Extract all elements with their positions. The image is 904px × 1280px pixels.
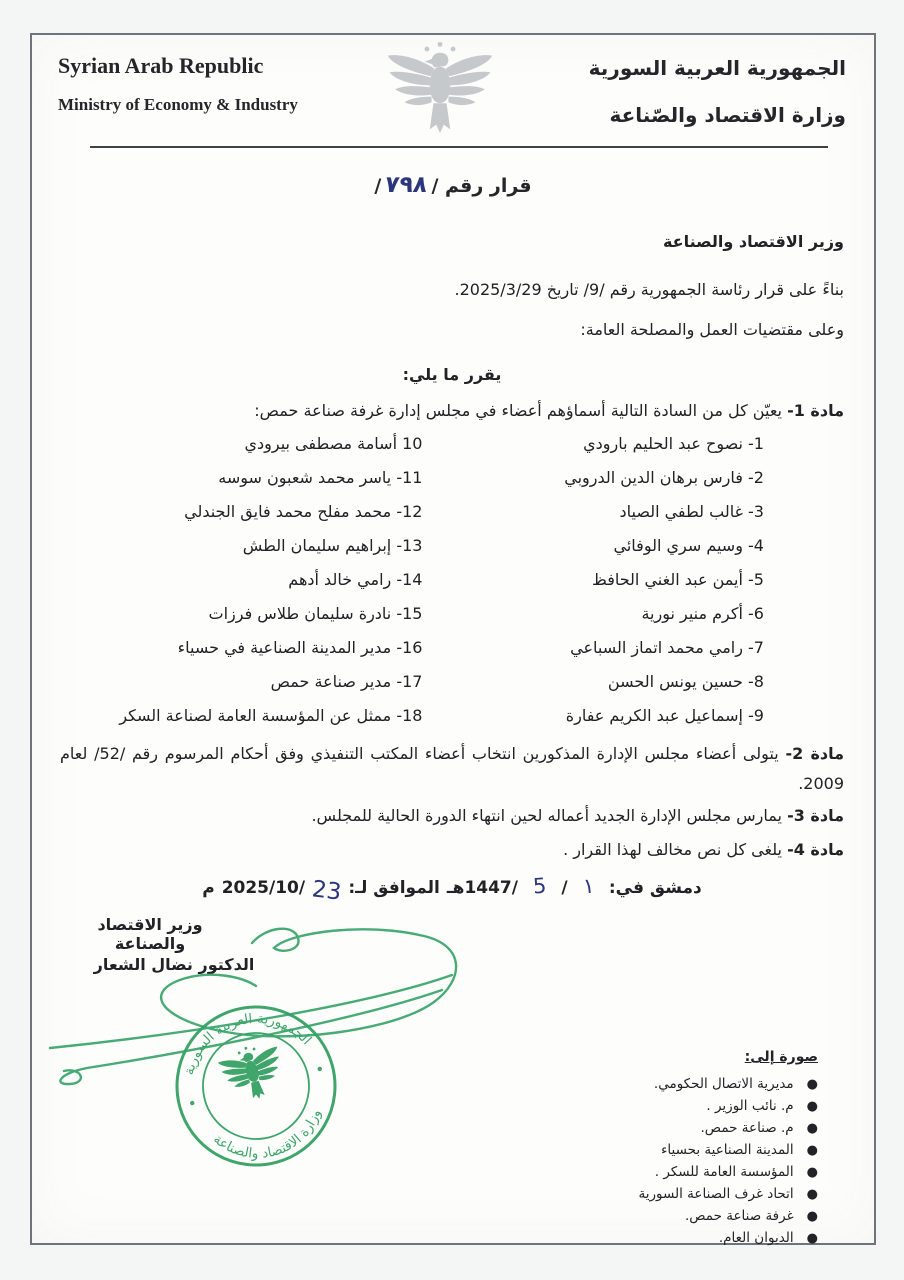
bullet-icon: ● (806, 1142, 818, 1158)
letterhead-english (58, 53, 298, 115)
board-members-list (60, 433, 844, 739)
gregorian-date-printed: 2025/10/ (221, 878, 306, 898)
letterhead-arabic (589, 45, 846, 139)
cc-item (588, 1139, 818, 1161)
hijri-year: /1447هـ (446, 878, 518, 898)
decision-number-handwritten: ٧٩٨ (383, 172, 430, 198)
decision-suffix: / (374, 175, 382, 197)
ministry-name-en: Ministry of Economy & Industry (58, 95, 298, 114)
bullet-icon: ● (806, 1164, 818, 1180)
article-4-label: مادة 4- (787, 840, 844, 859)
cc-item-text: اتحاد غرف الصناعة السورية (638, 1186, 794, 1202)
decision-label: قرار رقم / (431, 175, 532, 197)
article-3-label: مادة 3- (787, 806, 844, 825)
cc-title: صورة إلى: (744, 1049, 818, 1065)
cc-item-text: المدينة الصناعية بحسياء (661, 1142, 794, 1158)
decides-heading: يقرر ما يلي: (402, 365, 502, 384)
cc-item-text: الديوان العام. (718, 1230, 794, 1246)
cc-item (588, 1117, 818, 1139)
member-row: 8- حسين يونس الحسن (607, 672, 764, 691)
member-row: 15- نادرة سليمان طلاس فرزات (208, 604, 423, 623)
document-page (30, 33, 876, 1245)
stamp-eagle-icon (216, 1039, 289, 1107)
country-name-ar: الجمهورية العربية السورية (588, 56, 846, 80)
article-3-text: يمارس مجلس الإدارة الجديد أعماله لحين انتهاء الدورة الحالية للمجلس. (311, 806, 782, 825)
member-row: 9- إسماعيل عبد الكريم عفارة (565, 706, 764, 725)
member-row: 16- مدير المدينة الصناعية في حسياء (177, 638, 423, 657)
member-row: 3- غالب لطفي الصياد (619, 502, 764, 521)
article-4-text: يلغى كل نص مخالف لهذا القرار . (563, 840, 782, 859)
bullet-icon: ● (806, 1076, 818, 1092)
member-row: 10 أسامة مصطفى بيرودي (244, 434, 423, 453)
cc-item (588, 1183, 818, 1205)
article-4 (60, 837, 844, 863)
signatory-title: وزير الاقتصاد والصناعة (97, 915, 203, 953)
cc-item-text: م. صناعة حمص. (700, 1120, 794, 1136)
member-row: 17- مدير صناعة حمص (270, 672, 423, 691)
cc-items (588, 1073, 818, 1249)
gregorian-suffix: م (202, 878, 215, 898)
member-row: 7- رامي محمد اتماز السباعي (570, 638, 764, 657)
bullet-icon: ● (806, 1208, 818, 1224)
corresponds-label: الموافق لـ: (348, 878, 440, 898)
minister-heading: وزير الاقتصاد والصناعة (662, 232, 844, 251)
bullet-icon: ● (806, 1186, 818, 1202)
letterhead-divider (90, 146, 828, 148)
cc-item-text: المؤسسة العامة للسكر . (654, 1164, 794, 1180)
article-2 (60, 739, 844, 799)
legal-basis-2: وعلى مقتضيات العمل والمصلحة العامة: (580, 320, 844, 339)
member-row: 18- ممثل عن المؤسسة العامة لصناعة السكر (119, 706, 423, 725)
stamp-text-bottom: وزارة الاقتصاد والصناعة (210, 1107, 325, 1162)
member-row: 14- رامي خالد أدهم (288, 570, 423, 589)
member-row: 12- محمد مفلح محمد فايق الجندلي (184, 502, 423, 521)
cc-item (588, 1205, 818, 1227)
article-1 (60, 400, 844, 422)
article-1-text: يعيّن كل من السادة التالية أسماؤهم أعضاء في مجلس إدارة غرفة صناعة حمص: (254, 401, 782, 420)
signatory-name: الدكتور نضال الشعار (93, 955, 255, 974)
country-name-en: Syrian Arab Republic (58, 53, 264, 78)
date-separator: / (561, 878, 568, 898)
hijri-day-handwritten: ١ (581, 873, 595, 899)
hijri-month-handwritten: 5 (532, 873, 548, 899)
member-row: 1- نصوح عبد الحليم بارودي (583, 434, 764, 453)
cc-item (588, 1073, 818, 1095)
decision-number-line (32, 173, 874, 199)
member-row: 13- إبراهيم سليمان الطش (242, 536, 423, 555)
members-column-left (60, 433, 428, 739)
ministry-name-ar: وزارة الاقتصاد والصّناعة (609, 103, 846, 127)
cc-item-text: مديرية الاتصال الحكومي. (653, 1076, 794, 1092)
cc-item-text: م. نائب الوزير . (706, 1098, 794, 1114)
legal-basis-1: بناءً على قرار رئاسة الجمهورية رقم /9/ تاريخ 2025/3/29. (454, 280, 844, 299)
member-row: 6- أكرم منير نورية (641, 604, 764, 623)
member-row: 5- أيمن عبد الغني الحافظ (592, 570, 764, 589)
cc-item (588, 1161, 818, 1183)
city-label: دمشق في: (608, 878, 702, 898)
stamp-text-top: الجمهورية العربية السورية (180, 1010, 315, 1077)
member-row: 2- فارس برهان الدين الدروبي (564, 468, 764, 487)
bullet-icon: ● (806, 1230, 818, 1246)
bullet-icon: ● (806, 1120, 818, 1136)
eagle-emblem-watermark (384, 39, 496, 145)
cc-item (588, 1095, 818, 1117)
article-1-label: مادة 1- (787, 401, 844, 420)
article-2-text: يتولى أعضاء مجلس الإدارة المذكورين انتخاب أعضاء المكتب التنفيذي وفق أحكام المرسوم رقم /52/ لعام 2009. (60, 744, 844, 793)
bullet-icon: ● (806, 1098, 818, 1114)
members-column-right (428, 433, 844, 739)
article-3 (60, 803, 844, 829)
member-row: 11- ياسر محمد شعبون سوسه (218, 468, 423, 487)
date-line (60, 873, 844, 906)
gregorian-day-handwritten: 23 (310, 876, 343, 906)
cc-item-text: غرفة صناعة حمص. (684, 1208, 794, 1224)
cc-item (588, 1227, 818, 1249)
cc-distribution-list (588, 1049, 818, 1249)
decree-body (60, 231, 845, 906)
member-row: 4- وسيم سري الوفائي (613, 536, 764, 555)
ministry-round-stamp (168, 998, 344, 1174)
article-2-label: مادة 2- (785, 744, 845, 763)
